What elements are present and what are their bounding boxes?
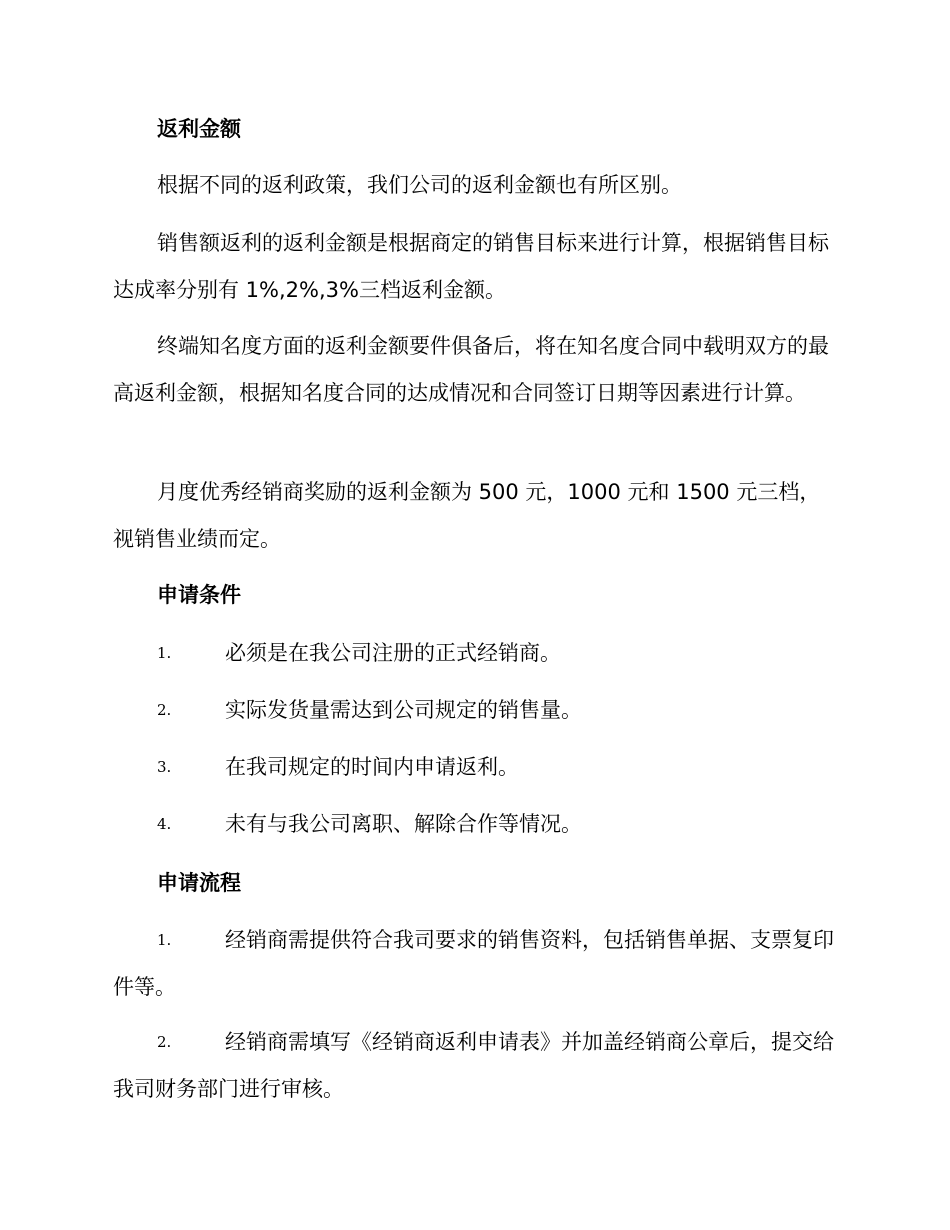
list-item-number: 1. <box>157 644 172 662</box>
list-item-number: 4. <box>157 815 172 833</box>
paragraph-rebate-intro: 根据不同的返利政策，我们公司的返利金额也有所区别。 <box>157 173 682 197</box>
list-item-text: 在我司规定的时间内申请返利。 <box>225 755 519 779</box>
list-item-text: 未有与我公司离职、解除合作等情况。 <box>225 812 582 836</box>
list-item-number: 1. <box>157 931 172 949</box>
list-item <box>113 917 835 1011</box>
list-item-number: 2. <box>157 701 172 719</box>
list-item-text: 经销商需填写《经销商返利申请表》并加盖经销商公章后，提交给我司财务部门进行审核。 <box>113 1030 834 1101</box>
list-item-text: 实际发货量需达到公司规定的销售量。 <box>225 698 582 722</box>
section-heading-process: 申请流程 <box>157 871 241 895</box>
list-item <box>113 744 835 791</box>
section-heading-rebate-amount: 返利金额 <box>157 117 241 141</box>
list-item-text: 经销商需提供符合我司要求的销售资料，包括销售单据、支票复印件等。 <box>113 928 834 999</box>
list-item <box>113 687 835 734</box>
section-heading-conditions: 申请条件 <box>157 583 241 607</box>
list-item-number: 3. <box>157 758 172 776</box>
list-item-text: 必须是在我公司注册的正式经销商。 <box>225 641 561 665</box>
list-item <box>113 630 835 677</box>
paragraph-sales-rebate: 销售额返利的返利金额是根据商定的销售目标来进行计算，根据销售目标达成率分别有 1%,2%,3%三档返利金额。 <box>113 231 829 302</box>
list-item <box>113 1019 835 1113</box>
list-item <box>113 801 835 848</box>
paragraph-monthly-award: 月度优秀经销商奖励的返利金额为 500 元，1000 元和 1500 元三档，视销售业绩而定。 <box>113 480 821 551</box>
paragraph-terminal-rebate: 终端知名度方面的返利金额要件俱备后，将在知名度合同中载明双方的最高返利金额，根据知名度合同的达成情况和合同签订日期等因素进行计算。 <box>113 334 829 405</box>
list-item-number: 2. <box>157 1033 172 1051</box>
